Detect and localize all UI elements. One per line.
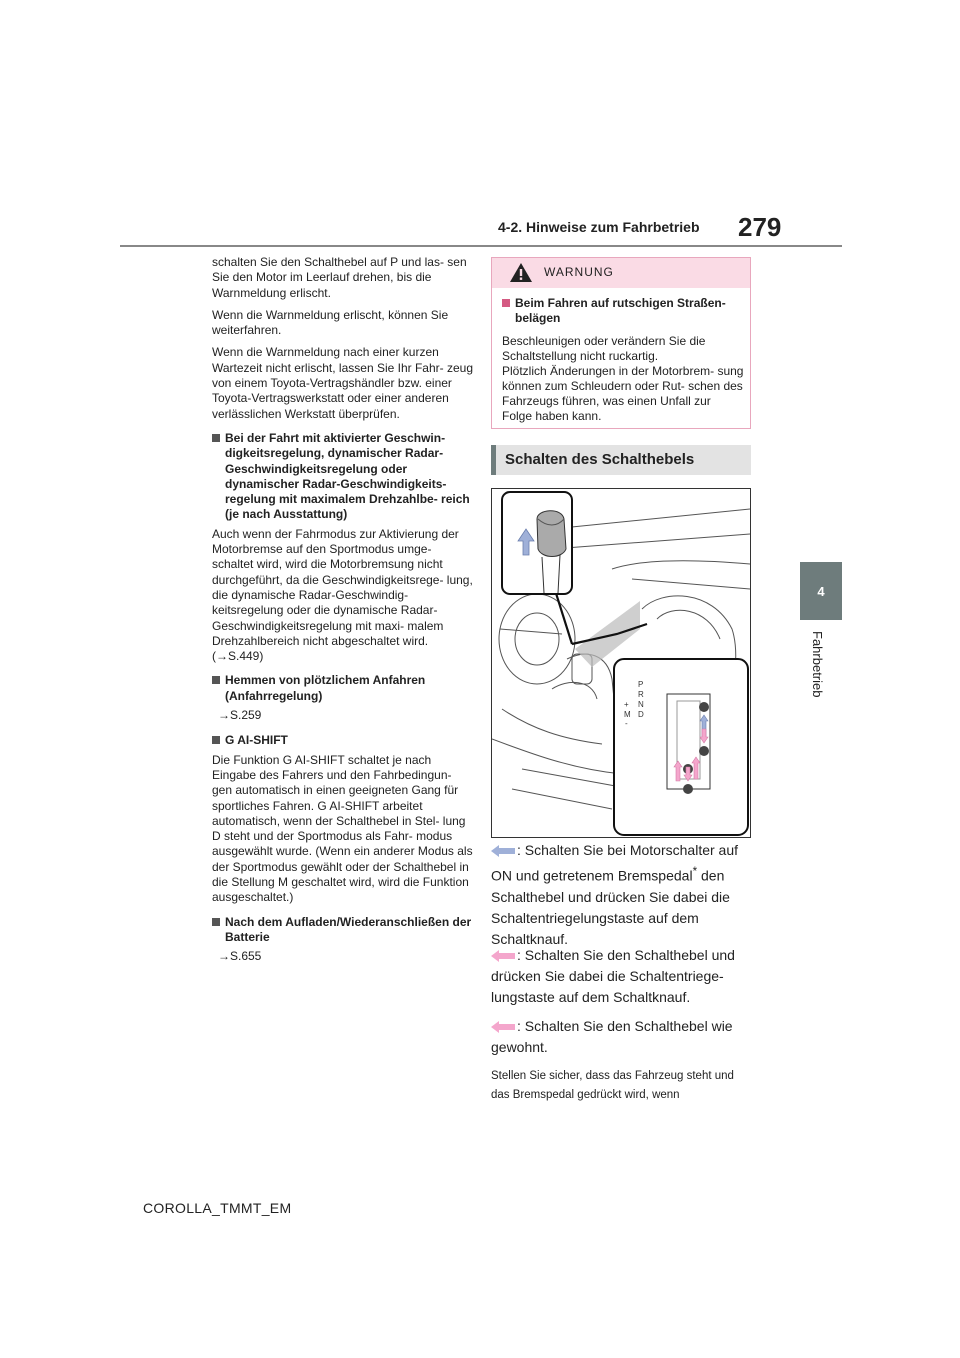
- pink-arrow-icon: [491, 950, 515, 962]
- intro-paragraph: Wenn die Warnmeldung erlischt, können Sie weiterfahren.: [212, 307, 449, 338]
- section-header: [491, 445, 751, 475]
- header-divider: [120, 245, 842, 247]
- left-column: [212, 255, 474, 974]
- section-heading: Nach dem Aufladen/Wiederanschließen der Batterie: [212, 915, 474, 946]
- gate-label-minus: -: [625, 719, 628, 728]
- gate-label-plus: +: [624, 700, 629, 709]
- warning-triangle-icon: [509, 262, 533, 283]
- gate-label-m: M: [624, 710, 631, 719]
- section-body: Die Funktion G AI-SHIFT schaltet je nach Eingabe des Fahrers und den Fahrbedingun- gen automatisch in einen geeigneten Gang für sportliches Fahren. G AI-SHIFT arbeitet automatisch, wenn der Schalthebel in Stel- lung D steht und der Sportmodus als Fahr- modus ausgewählt wurde. (Wenn ein anderer Modus als der Sportmodus gewählt oder der Schalthebel in die Stellung M geschaltet wird, wird die Funktion ausgeschaltet.): [212, 752, 473, 905]
- warning-box: [491, 257, 751, 429]
- warning-title: WARNUNG: [544, 265, 614, 279]
- chapter-label-container: [760, 620, 880, 710]
- section-heading: G AI-SHIFT: [212, 733, 474, 748]
- section-header-title: Schalten des Schalthebels: [505, 451, 695, 468]
- section-heading: Hemmen von plötzlichem Anfahren (Anfahrregelung): [212, 673, 474, 704]
- section-body: Auch wenn der Fahrmodus zur Aktivierung der Motorbremse auf den Sportmodus umge- schaltet wird, wird die Motorbremsung nicht durchgeführt, da die Geschwindigkeitsrege- lung, die dynamische Radar-Geschwindig- keitsregelung oder die dynamische Radar-Geschwindigkeitsregelung mit maxi- malem Drehzahlbereich nicht abgeschaltet wird. (→S.449): [212, 526, 473, 664]
- section-title: 4-2. Hinweise zum Fahrbetrieb: [498, 219, 700, 235]
- pink-arrow-icon: [491, 1021, 515, 1033]
- gate-label-d: D: [638, 710, 644, 719]
- page-reference[interactable]: →S.655: [218, 949, 262, 964]
- bullet-square-icon: [502, 299, 510, 307]
- car-interior-drawing: [492, 489, 750, 837]
- legend-item: : Schalten Sie den Schalthebel und drücken Sie dabei die Schaltentriege- lungstaste auf dem Schaltknauf.: [491, 947, 735, 1005]
- intro-paragraph: Wenn die Warnmeldung nach einer kurzen Wartezeit nicht erlischt, lassen Sie Ihr Fahr- zeug von einem Toyota-Vertragshändler bzw. einer Toyota-Vertragswerkstatt oder einer anderen verlässlichen Werkstatt überprüfen.: [212, 345, 473, 421]
- bullet-square-icon: [212, 736, 220, 744]
- gate-label-p: P: [638, 680, 644, 689]
- gate-label-r: R: [638, 690, 644, 699]
- note-text: Stellen Sie sicher, dass das Fahrzeug steht und das Bremspedal gedrückt wird, wenn: [491, 1070, 734, 1101]
- blue-arrow-icon: [491, 845, 515, 857]
- section-heading: Bei der Fahrt mit aktivierter Geschwin- digkeitsregelung, dynamischer Radar-Geschwindigkeitsregelung oder dynamischer Radar-Geschwindigkeits- regelung mit maximalem Drehzahlbe- reich (je nach Ausstattung): [212, 431, 474, 523]
- bullet-square-icon: [212, 918, 220, 926]
- chapter-tab: [800, 562, 842, 620]
- warning-text: Beschleunigen oder verändern Sie die Schaltstellung nicht ruckartig.: [502, 334, 706, 363]
- intro-paragraph: schalten Sie den Schalthebel auf P und las- sen Sie den Motor im Leerlauf drehen, bis die Warnmeldung erlischt.: [212, 255, 467, 300]
- section-header-accent: [491, 445, 496, 475]
- page-number: 279: [738, 212, 782, 242]
- warning-header: [492, 258, 750, 288]
- page-reference[interactable]: →S.259: [218, 708, 262, 723]
- bullet-square-icon: [212, 676, 220, 684]
- chapter-number: 4: [817, 583, 825, 599]
- bullet-square-icon: [212, 434, 220, 442]
- shift-lever-illustration: [491, 488, 751, 838]
- gate-label-n: N: [638, 700, 644, 709]
- warning-text: Plötzlich Änderungen in der Motorbrem- sung können zum Schleudern oder Rut- schen des Fahrzeugs führen, was einen Unfall zur Folge haben kann.: [502, 364, 744, 423]
- chapter-label: Fahrbetrieb: [810, 631, 825, 698]
- legend-item: : Schalten Sie den Schalthebel wie gewohnt.: [491, 1018, 733, 1055]
- footer-model-code: COROLLA_TMMT_EM: [143, 1200, 292, 1216]
- warning-body: [502, 296, 744, 424]
- legend-item: : Schalten Sie bei Motorschalter auf ON und getretenem Bremspedal* den Schalthebel und drücken Sie dabei die Schaltentriegelungstaste auf dem Schaltknauf.: [491, 842, 739, 947]
- warning-heading: Beim Fahren auf rutschigen Straßen- belägen: [502, 296, 744, 326]
